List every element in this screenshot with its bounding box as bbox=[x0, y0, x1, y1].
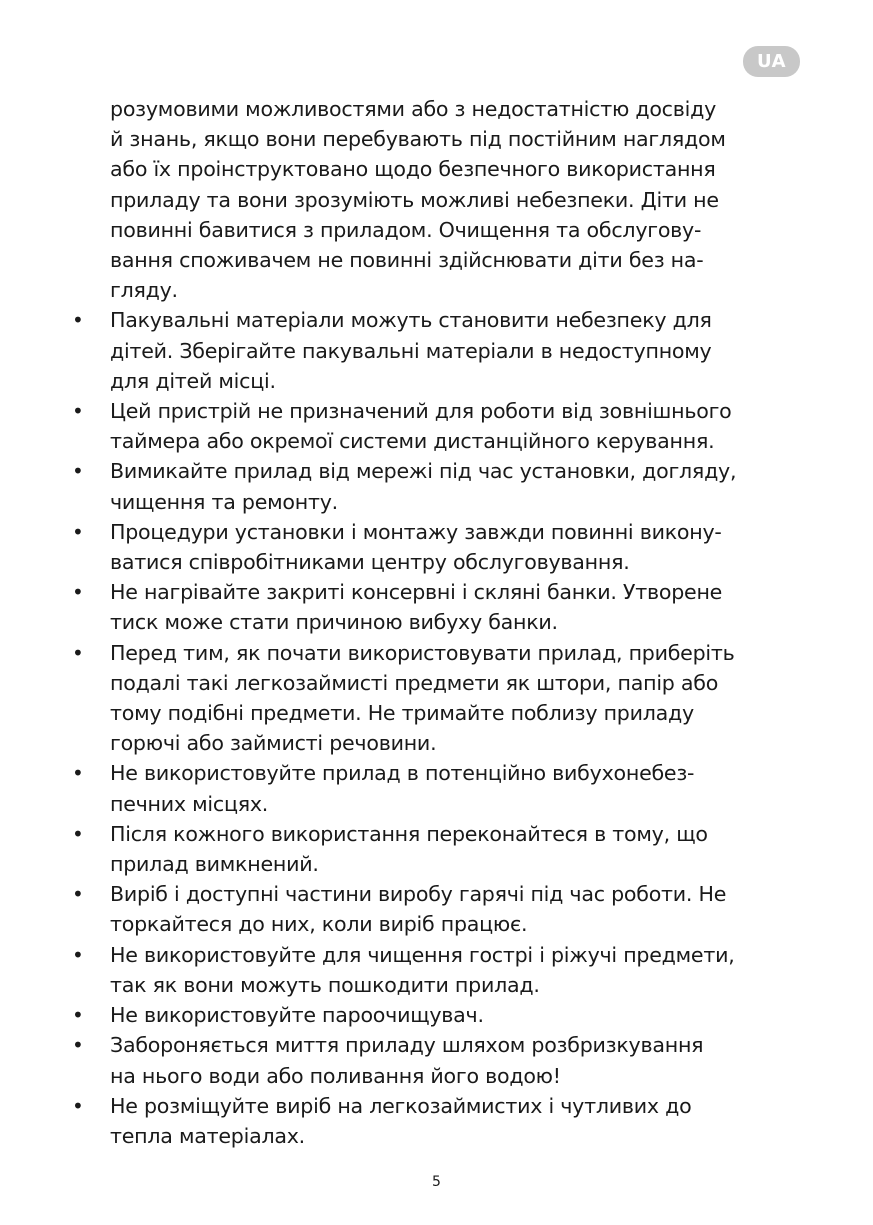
bullet-icon: • bbox=[72, 399, 84, 424]
list-item bbox=[70, 456, 810, 516]
list-item-text: Не нагрівайте закриті консервні і скляні банки. Утворене тиск може стати причиною вибуху банки. bbox=[110, 580, 723, 635]
list-item-text: Не використовуйте пароочищувач. bbox=[110, 1003, 484, 1028]
list-item bbox=[70, 305, 810, 396]
list-item-text: Забороняється миття приладу шляхом розбризкування на нього води або поливання його водою! bbox=[110, 1033, 704, 1088]
bullet-icon: • bbox=[72, 1003, 84, 1028]
list-item-text: Цей пристрій не призначений для роботи від зовнішнього таймера або окремої системи дистанційного керування. bbox=[110, 399, 732, 454]
bullet-icon: • bbox=[72, 1033, 84, 1058]
list-item bbox=[70, 1030, 810, 1090]
list-item bbox=[70, 1000, 810, 1030]
bullet-icon: • bbox=[72, 459, 84, 484]
language-badge: UA bbox=[743, 46, 800, 77]
list-item-text: Не використовуйте для чищення гострі і ріжучі предмети, так як вони можуть пошкодити прилад. bbox=[110, 942, 735, 997]
bullet-icon: • bbox=[72, 882, 84, 907]
intro-paragraph: розумовими можливостями або з недостатністю досвіду й знань, якщо вони перебувають під постійним наглядом або їх проінструктовано щодо безпечного використання приладу та вони зрозуміють можливі небезпеки. Діти не повинні бавитися з приладом. Очищення та обслугову- вання споживачем не повинні здійснювати діти без на- гляду. bbox=[110, 97, 726, 303]
list-item-text: Не використовуйте прилад в потенційно вибухонебез- печних місцях. bbox=[110, 761, 695, 816]
bullet-icon: • bbox=[72, 308, 84, 333]
bullet-icon: • bbox=[72, 821, 84, 846]
list-item bbox=[70, 879, 810, 939]
list-item bbox=[70, 758, 810, 818]
list-item-text: Пакувальні матеріали можуть становити небезпеку для дітей. Зберігайте пакувальні матеріали в недоступному для дітей місці. bbox=[110, 308, 712, 393]
bullet-icon: • bbox=[72, 761, 84, 786]
bullet-icon: • bbox=[72, 519, 84, 544]
list-item-text: Вимикайте прилад від мережі під час установки, догляду, чищення та ремонту. bbox=[110, 459, 737, 514]
list-item bbox=[70, 517, 810, 577]
bullet-icon: • bbox=[72, 942, 84, 967]
bullet-icon: • bbox=[72, 640, 84, 665]
bullet-icon: • bbox=[72, 580, 84, 605]
list-item-text: Процедури установки і монтажу завжди повинні викону- ватися співробітниками центру обслуговування. bbox=[110, 519, 722, 575]
list-item bbox=[70, 638, 810, 759]
page-content bbox=[70, 94, 810, 1151]
safety-list bbox=[70, 305, 810, 1151]
list-item bbox=[70, 940, 810, 1000]
list-item bbox=[70, 396, 810, 456]
list-item bbox=[70, 577, 810, 637]
list-item-text: Після кожного використання переконайтеся в тому, що прилад вимкнений. bbox=[110, 821, 708, 877]
list-item-text: Перед тим, як почати використовувати прилад, приберіть подалі такі легкозаймисті предмети як штори, папір або тому подібні предмети. Не тримайте поблизу приладу горючі або займисті речовини. bbox=[110, 640, 735, 756]
page-number: 5 bbox=[432, 1174, 441, 1190]
list-item bbox=[70, 1091, 810, 1151]
list-item bbox=[70, 819, 810, 879]
list-item-text: Виріб і доступні частини виробу гарячі під час роботи. Не торкайтеся до них, коли виріб працює. bbox=[110, 882, 727, 937]
bullet-icon: • bbox=[72, 1093, 84, 1118]
list-item-text: Не розміщуйте виріб на легкозаймистих і чутливих до тепла матеріалах. bbox=[110, 1093, 692, 1148]
